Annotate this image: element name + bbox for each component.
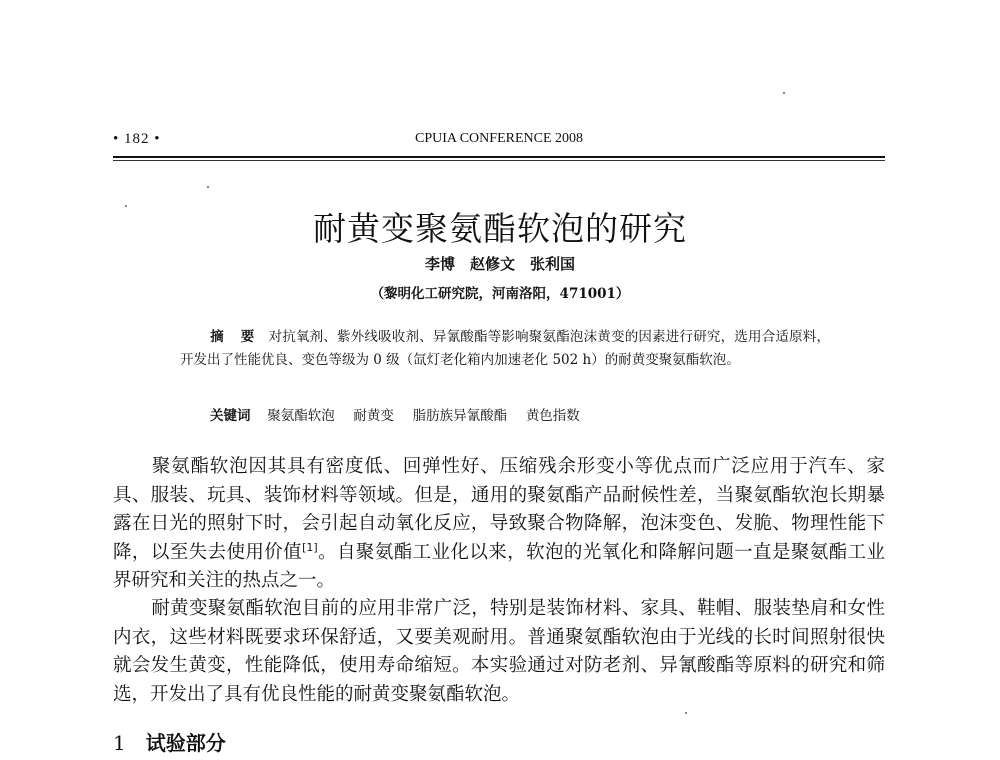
- paragraph-text: 耐黄变聚氨酯软泡目前的应用非常广泛，特别是装饰材料、家具、鞋帽、服装垫肩和女性内衣，这些材料既要求环保舒适，又要美观耐用。普通聚氨酯软泡由于光线的长时间照射很快就会发生黄变，性能降低，使用寿命缩短。本实验通过对防老剂、异氰酸酯等原料的研究和筛选，开发出了具有优良性能的耐黄变聚氨酯软泡。: [113, 598, 885, 705]
- section-number: 1: [113, 731, 126, 755]
- citation-ref: [1]: [302, 540, 318, 554]
- conference-name: CPUIA CONFERENCE 2008: [414, 131, 584, 146]
- scan-speck: [125, 205, 127, 207]
- section-title: 试验部分: [145, 731, 226, 755]
- body-paragraph-2: [113, 595, 885, 709]
- keywords-label: 关键词: [210, 408, 251, 424]
- scan-speck: [783, 92, 785, 94]
- paragraph-text: 聚氨酯软泡因其具有密度低、回弹性好、压缩残余形变小等优点而广泛应用于汽车、家具、服装、玩具、装饰材料等领域。但是，通用的聚氨酯产品耐候性差，当聚氨酯软泡长期暴露在日光的照射下时，会引起自动氧化反应，导致聚合物降解，泡沫变色、发脆、物理性能下降，以至失去使用价值: [113, 456, 885, 563]
- scan-speck: [685, 712, 687, 714]
- abstract-label: 摘 要: [210, 329, 261, 345]
- body-paragraph-1: [113, 453, 885, 596]
- authors: 李博 赵修文 张利国: [424, 255, 575, 273]
- abstract-text: 对抗氧剂、紫外线吸收剂、异氰酸酯等影响聚氨酯泡沫黄变的因素进行研究，选用合适原料，开发出了性能优良、变色等级为 0 级（氙灯老化箱内加速老化 502 h）的耐黄变聚氨酯软泡。: [180, 329, 830, 368]
- keyword: 脂肪族异氰酸酯: [412, 408, 508, 424]
- section-heading: [113, 727, 226, 756]
- abstract: [180, 326, 830, 372]
- running-header: [113, 128, 885, 152]
- paragraph-text: 。自聚氨酯工业化以来，软泡的光氧化和降解问题一直是聚氨酯工业界研究和关注的热点之一。: [113, 541, 885, 591]
- affiliation: （黎明化工研究院，河南洛阳，471001）: [370, 286, 630, 302]
- keyword: 聚氨酯软泡: [267, 408, 335, 424]
- keyword: 耐黄变: [353, 408, 394, 424]
- scan-speck: [207, 186, 209, 188]
- paper-title: 耐黄变聚氨酯软泡的研究: [313, 209, 687, 248]
- keyword: 黄色指数: [525, 408, 580, 424]
- header-rule-thin: [113, 160, 885, 161]
- page-number: • 182 •: [113, 131, 161, 147]
- header-rule-thick: [113, 156, 885, 158]
- keywords: [210, 404, 594, 424]
